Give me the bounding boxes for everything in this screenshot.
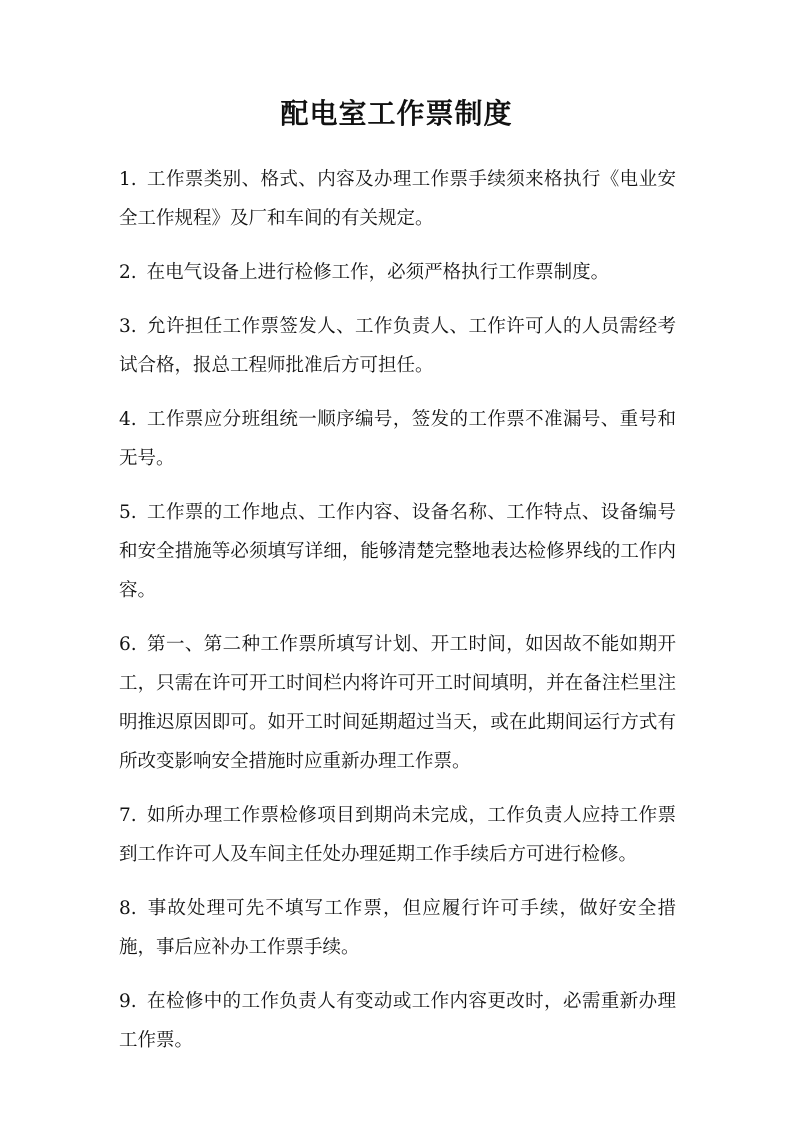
item-text: 在电气设备上进行检修工作，必须严格执行工作票制度。 xyxy=(146,262,610,283)
page-title: 配电室工作票制度 xyxy=(280,97,513,130)
item-text: 如所办理工作票检修项目到期尚未完成，工作负责人应持工作票到工作许可人及车间主任处办理延期工作手续后方可进行检修。 xyxy=(119,805,676,865)
item-number: 5. xyxy=(119,502,137,523)
item-number: 3. xyxy=(119,316,137,337)
item-number: 8. xyxy=(119,898,137,919)
list-item xyxy=(119,796,676,874)
item-text: 在检修中的工作负责人有变动或工作内容更改时，必需重新办理工作票。 xyxy=(119,991,676,1051)
list-item xyxy=(119,160,676,238)
list-item xyxy=(119,625,676,781)
item-text: 工作票类别、格式、内容及办理工作票手续须来格执行《电业安全工作规程》及厂和车间的有关规定。 xyxy=(119,169,676,229)
list-item xyxy=(119,307,676,385)
item-number: 9. xyxy=(119,991,137,1012)
list-item xyxy=(119,493,676,610)
item-text: 允许担任工作票签发人、工作负责人、工作许可人的人员需经考试合格，报总工程师批准后方可担任。 xyxy=(119,316,676,376)
list-item xyxy=(119,982,676,1060)
item-number: 4. xyxy=(119,409,137,430)
item-text: 工作票的工作地点、工作内容、设备名称、工作特点、设备编号和安全措施等必须填写详细，能够清楚完整地表达检修界线的工作内容。 xyxy=(119,502,676,601)
item-number: 6. xyxy=(119,634,137,655)
item-text: 第一、第二种工作票所填写计划、开工时间，如因故不能如期开工，只需在许可开工时间栏内将许可开工时间填明，并在备注栏里注明推迟原因即可。如开工时间延期超过当天，或在此期间运行方式有所改变影响安全措施时应重新办理工作票。 xyxy=(119,634,676,772)
list-item xyxy=(119,400,676,478)
list-item xyxy=(119,889,676,967)
item-text: 工作票应分班组统一顺序编号，签发的工作票不准漏号、重号和无号。 xyxy=(119,409,676,469)
item-number: 2. xyxy=(119,262,137,283)
item-text: 事故处理可先不填写工作票，但应履行许可手续，做好安全措施，事后应补办工作票手续。 xyxy=(119,898,676,958)
item-number: 1. xyxy=(119,169,137,190)
regulation-list xyxy=(119,160,676,1075)
item-number: 7. xyxy=(119,805,137,826)
list-item xyxy=(119,253,676,292)
